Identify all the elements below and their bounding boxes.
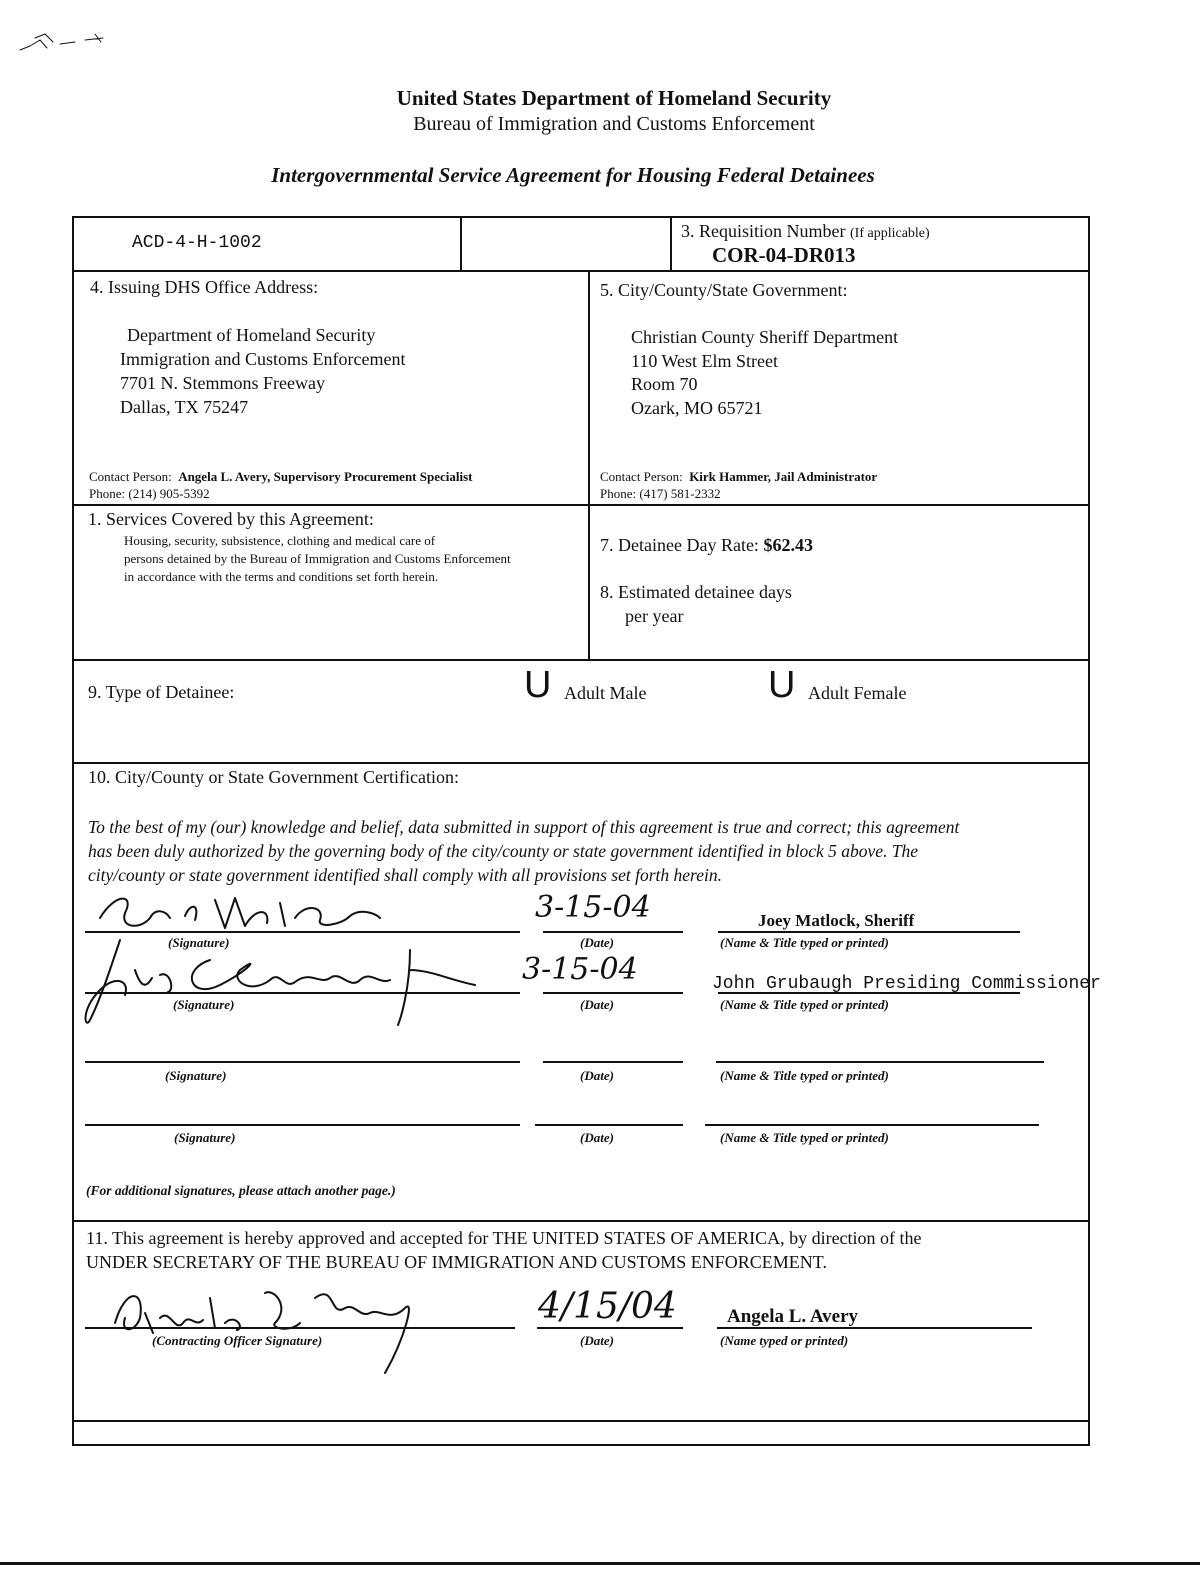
date-caption: (Date) (580, 1068, 614, 1083)
issuing-phone: Phone: (214) 905-5392 (89, 486, 210, 501)
estimated-days-label: 8. Estimated detainee days (600, 582, 792, 602)
contracting-officer-caption: (Contracting Officer Signature) (152, 1333, 323, 1348)
services-label: 1. Services Covered by this Agreement: (88, 509, 374, 529)
date-line (537, 1327, 683, 1329)
detainee-male-label: Adult Male (564, 683, 647, 703)
name-line (705, 1124, 1039, 1126)
detainee-type-label: 9. Type of Detainee: (88, 682, 235, 702)
date-caption: (Date) (580, 997, 614, 1012)
issuing-address-line: 7701 N. Stemmons Freeway (120, 373, 325, 393)
issuing-address-line: Immigration and Customs Enforcement (120, 349, 406, 369)
divider (72, 762, 1090, 764)
local-address-line: 110 West Elm Street (631, 351, 779, 371)
name-line (716, 1061, 1044, 1063)
signature-line (85, 1124, 520, 1126)
date-handwritten: 3-15-04 (522, 952, 638, 987)
services-line: in accordance with the terms and conditions set forth herein. (124, 569, 439, 584)
local-phone: Phone: (417) 581-2332 (600, 486, 721, 501)
local-address-line: Christian County Sheriff Department (631, 327, 899, 347)
estimated-days-label-2: per year (625, 606, 684, 626)
signer-name: John Grubaugh Presiding Commissioner (712, 974, 1101, 994)
date-line (535, 1124, 683, 1126)
date-handwritten: 3-15-04 (535, 890, 651, 925)
local-address-line: Ozark, MO 65721 (631, 398, 763, 418)
agreement-number: ACD-4-H-1002 (132, 233, 262, 253)
name-line (718, 931, 1020, 933)
divider (588, 270, 590, 660)
name-caption: (Name & Title typed or printed) (720, 935, 889, 950)
detainee-male-checkbox: U (524, 664, 552, 706)
services-line: persons detained by the Bureau of Immigration and Customs Enforcement (124, 551, 511, 566)
divider (72, 659, 1090, 661)
signature-grubaugh-scribble (80, 930, 480, 1030)
certification-label: 10. City/County or State Government Certification: (88, 767, 459, 787)
scan-edge (0, 1562, 1200, 1565)
signature-caption: (Signature) (173, 997, 235, 1012)
issuing-office-label: 4. Issuing DHS Office Address: (90, 277, 319, 297)
divider (72, 1420, 1090, 1422)
certification-text: has been duly authorized by the governing body of the city/county or state government identified in block 5 above. The (88, 841, 919, 861)
frame-right (1088, 216, 1090, 1446)
frame-left (72, 216, 74, 1446)
approval-text: UNDER SECRETARY OF THE BUREAU OF IMMIGRATION AND CUSTOMS ENFORCEMENT. (86, 1252, 827, 1272)
certification-text: city/county or state government identified shall comply with all provisions set forth herein. (88, 865, 722, 885)
signer-name: Joey Matlock, Sheriff (758, 911, 915, 930)
date-line (543, 992, 683, 994)
services-line: Housing, security, subsistence, clothing and medical care of (124, 533, 436, 548)
divider (670, 216, 672, 271)
name-caption: (Name & Title typed or printed) (720, 1068, 889, 1083)
approval-date-handwritten: 4/15/04 (538, 1286, 677, 1327)
detainee-female-label: Adult Female (808, 683, 907, 703)
divider (72, 270, 1090, 272)
frame-bottom (72, 1444, 1090, 1446)
name-caption: (Name typed or printed) (720, 1333, 849, 1348)
name-caption: (Name & Title typed or printed) (720, 1130, 889, 1145)
approver-name: Angela L. Avery (727, 1306, 859, 1327)
local-address-line: Room 70 (631, 374, 698, 394)
frame-top (72, 216, 1090, 218)
signature-line (85, 1061, 520, 1063)
local-government-label: 5. City/County/State Government: (600, 280, 848, 300)
date-caption: (Date) (580, 935, 614, 950)
name-caption: (Name & Title typed or printed) (720, 997, 889, 1012)
signature-avery-scribble (105, 1278, 445, 1378)
signature-caption: (Signature) (165, 1068, 227, 1083)
issuing-contact: Contact Person: Angela L. Avery, Supervisory Procurement Specialist (89, 469, 473, 484)
signature-caption: (Signature) (168, 935, 230, 950)
detainee-female-checkbox: U (768, 664, 796, 706)
bureau-heading: Bureau of Immigration and Customs Enforcement (413, 113, 815, 135)
date-line (543, 931, 683, 933)
approval-text: 11. This agreement is hereby approved and accepted for THE UNITED STATES OF AMERICA, by direction of the (86, 1228, 922, 1248)
date-line (543, 1061, 683, 1063)
agreement-title: Intergovernmental Service Agreement for Housing Federal Detainees (271, 163, 875, 187)
issuing-address-line: Dallas, TX 75247 (120, 397, 249, 417)
requisition-number: COR-04-DR013 (712, 243, 856, 267)
local-contact: Contact Person: Kirk Hammer, Jail Administrator (600, 469, 878, 484)
issuing-address-line: Department of Homeland Security (127, 325, 376, 345)
date-caption: (Date) (580, 1130, 614, 1145)
scan-artifact (15, 28, 110, 58)
additional-signatures-note: (For additional signatures, please attach another page.) (86, 1183, 396, 1198)
department-heading: United States Department of Homeland Security (396, 86, 832, 110)
divider (460, 216, 462, 271)
signature-caption: (Signature) (174, 1130, 236, 1145)
divider (72, 1220, 1090, 1222)
requisition-label: 3. Requisition Number (If applicable) (681, 221, 930, 241)
day-rate: 7. Detainee Day Rate: $62.43 (600, 535, 813, 555)
date-caption: (Date) (580, 1333, 614, 1348)
certification-text: To the best of my (our) knowledge and belief, data submitted in support of this agreement is true and correct; this agreement (88, 817, 960, 837)
divider (72, 504, 1090, 506)
